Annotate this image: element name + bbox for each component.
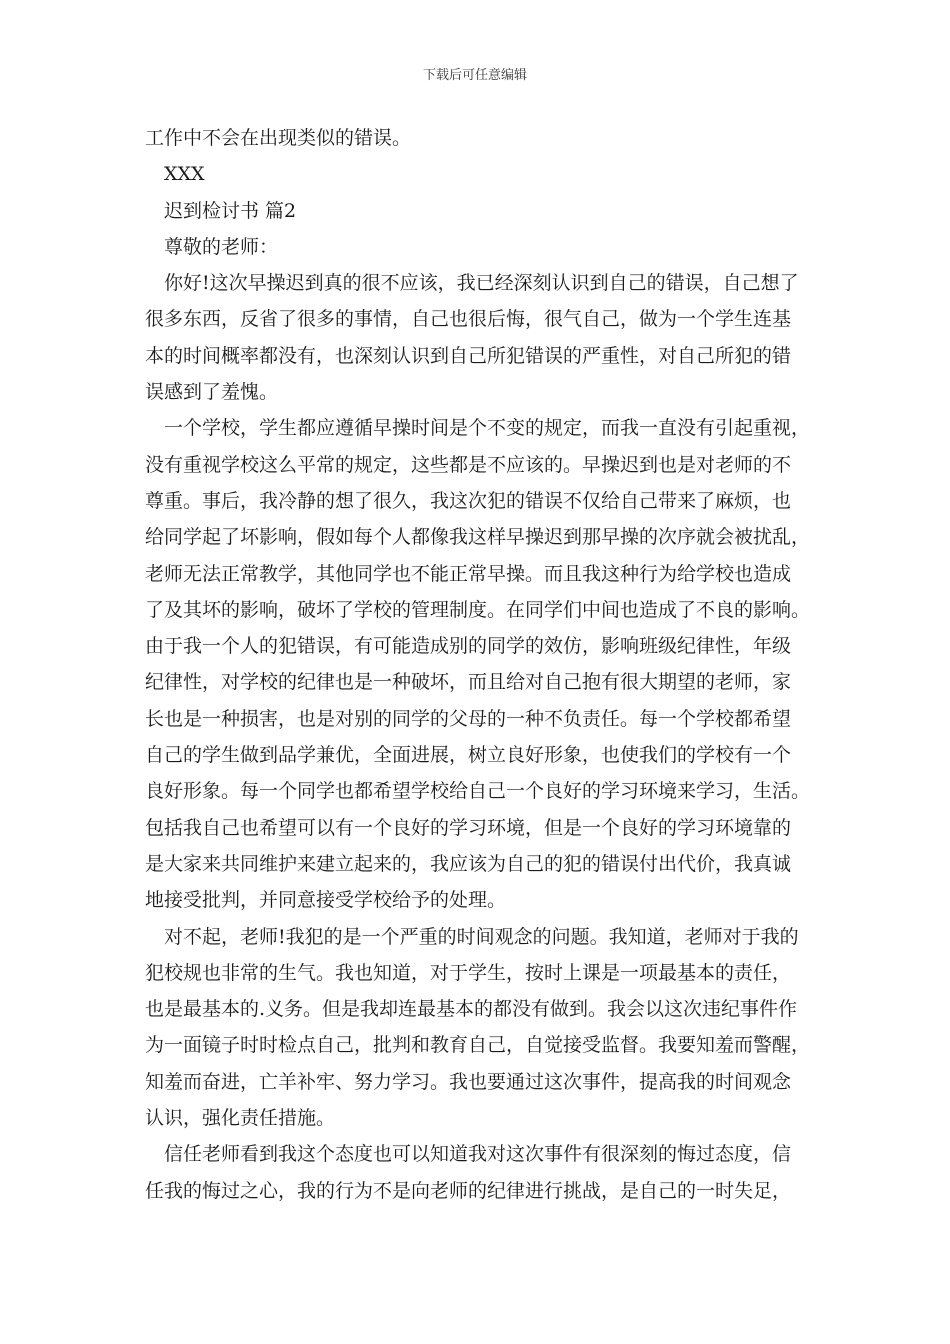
text-line: 尊重。事后，我冷静的想了很久，我这次犯的错误不仅给自己带来了麻烦，也 <box>145 489 792 512</box>
text-line: 尊敬的老师： <box>164 235 279 258</box>
text-line: 包括我自己也希望可以有一个良好的学习环境，但是一个良好的学习环境靠的 <box>145 816 792 839</box>
text-line: 本的时间概率都没有，也深刻认识到自己所犯错误的严重性，对自己所犯的错 <box>145 344 792 367</box>
text-line: 纪律性，对学校的纪律也是一种破坏，而且给对自己抱有很大期望的老师，家 <box>145 671 792 694</box>
text-line: 一个学校，学生都应遵循早操时间是个不变的规定，而我一直没有引起重视， <box>164 417 811 440</box>
text-line: 没有重视学校这么平常的规定，这些都是不应该的。早操迟到也是对老师的不 <box>145 453 792 476</box>
text-line: 工作中不会在出现类似的错误。 <box>145 127 412 149</box>
text-line: 对不起，老师!我犯的是一个严重的时间观念的问题。我知道，老师对于我的 <box>164 925 799 948</box>
text-line: 迟到检讨书 篇2 <box>164 199 297 222</box>
text-line: 老师无法正常教学，其他同学也不能正常早操。而且我这种行为给学校也造成 <box>145 562 792 585</box>
text-line: 了及其坏的影响，破坏了学校的管理制度。在同学们中间也造成了不良的影响。 <box>145 598 811 621</box>
text-line: 任我的悔过之心，我的行为不是向老师的纪律进行挑战，是自己的一时失足， <box>145 1179 792 1202</box>
document-body <box>145 120 825 1209</box>
text-line: 良好形象。每一个同学也都希望学校给自己一个良好的学习环境来学习，生活。 <box>145 780 811 803</box>
text-line: 为一面镜子时时检点自己，批判和教育自己，自觉接受监督。我要知羞而警醒， <box>145 1034 811 1057</box>
text-line: 地接受批判，并同意接受学校给予的处理。 <box>145 889 507 912</box>
text-line: 是大家来共同维护来建立起来的，我应该为自己的犯的错误付出代价，我真诚 <box>145 852 792 875</box>
text-line: 自己的学生做到品学兼优，全面进展，树立良好形象，也使我们的学校有一个 <box>145 744 792 767</box>
text-line: XXX <box>164 163 205 186</box>
text-line: 知羞而奋进，亡羊补牢、努力学习。我也要通过这次事件，提高我的时间观念 <box>145 1070 792 1093</box>
text-line: 由于我一个人的犯错误，有可能造成别的同学的效仿，影响班级纪律性，年级 <box>145 635 792 658</box>
page-header: 下载后可任意编辑 <box>422 68 527 83</box>
text-line: 信任老师看到我这个态度也可以知道我对这次事件有很深刻的悔过态度，信 <box>164 1143 792 1166</box>
text-line: 很多东西，反省了很多的事情，自己也很后悔，很气自己，做为一个学生连基 <box>145 308 792 331</box>
text-line: 给同学起了坏影响，假如每个人都像我这样早操迟到那早操的次序就会被扰乱， <box>145 526 811 549</box>
text-line: 误感到了羞愧。 <box>145 381 279 404</box>
text-line: 长也是一种损害，也是对别的同学的父母的一种不负责任。每一个学校都希望 <box>145 707 792 730</box>
text-line: 也是最基本的.义务。但是我却连最基本的都没有做到。我会以这次违纪事件作 <box>145 998 798 1021</box>
text-line: 你好!这次早操迟到真的很不应该，我已经深刻认识到自己的错误，自己想了 <box>164 272 799 295</box>
text-line: 认识，强化责任措施。 <box>145 1107 336 1130</box>
text-line: 犯校规也非常的生气。我也知道，对于学生，按时上课是一项最基本的责任， <box>145 961 792 984</box>
